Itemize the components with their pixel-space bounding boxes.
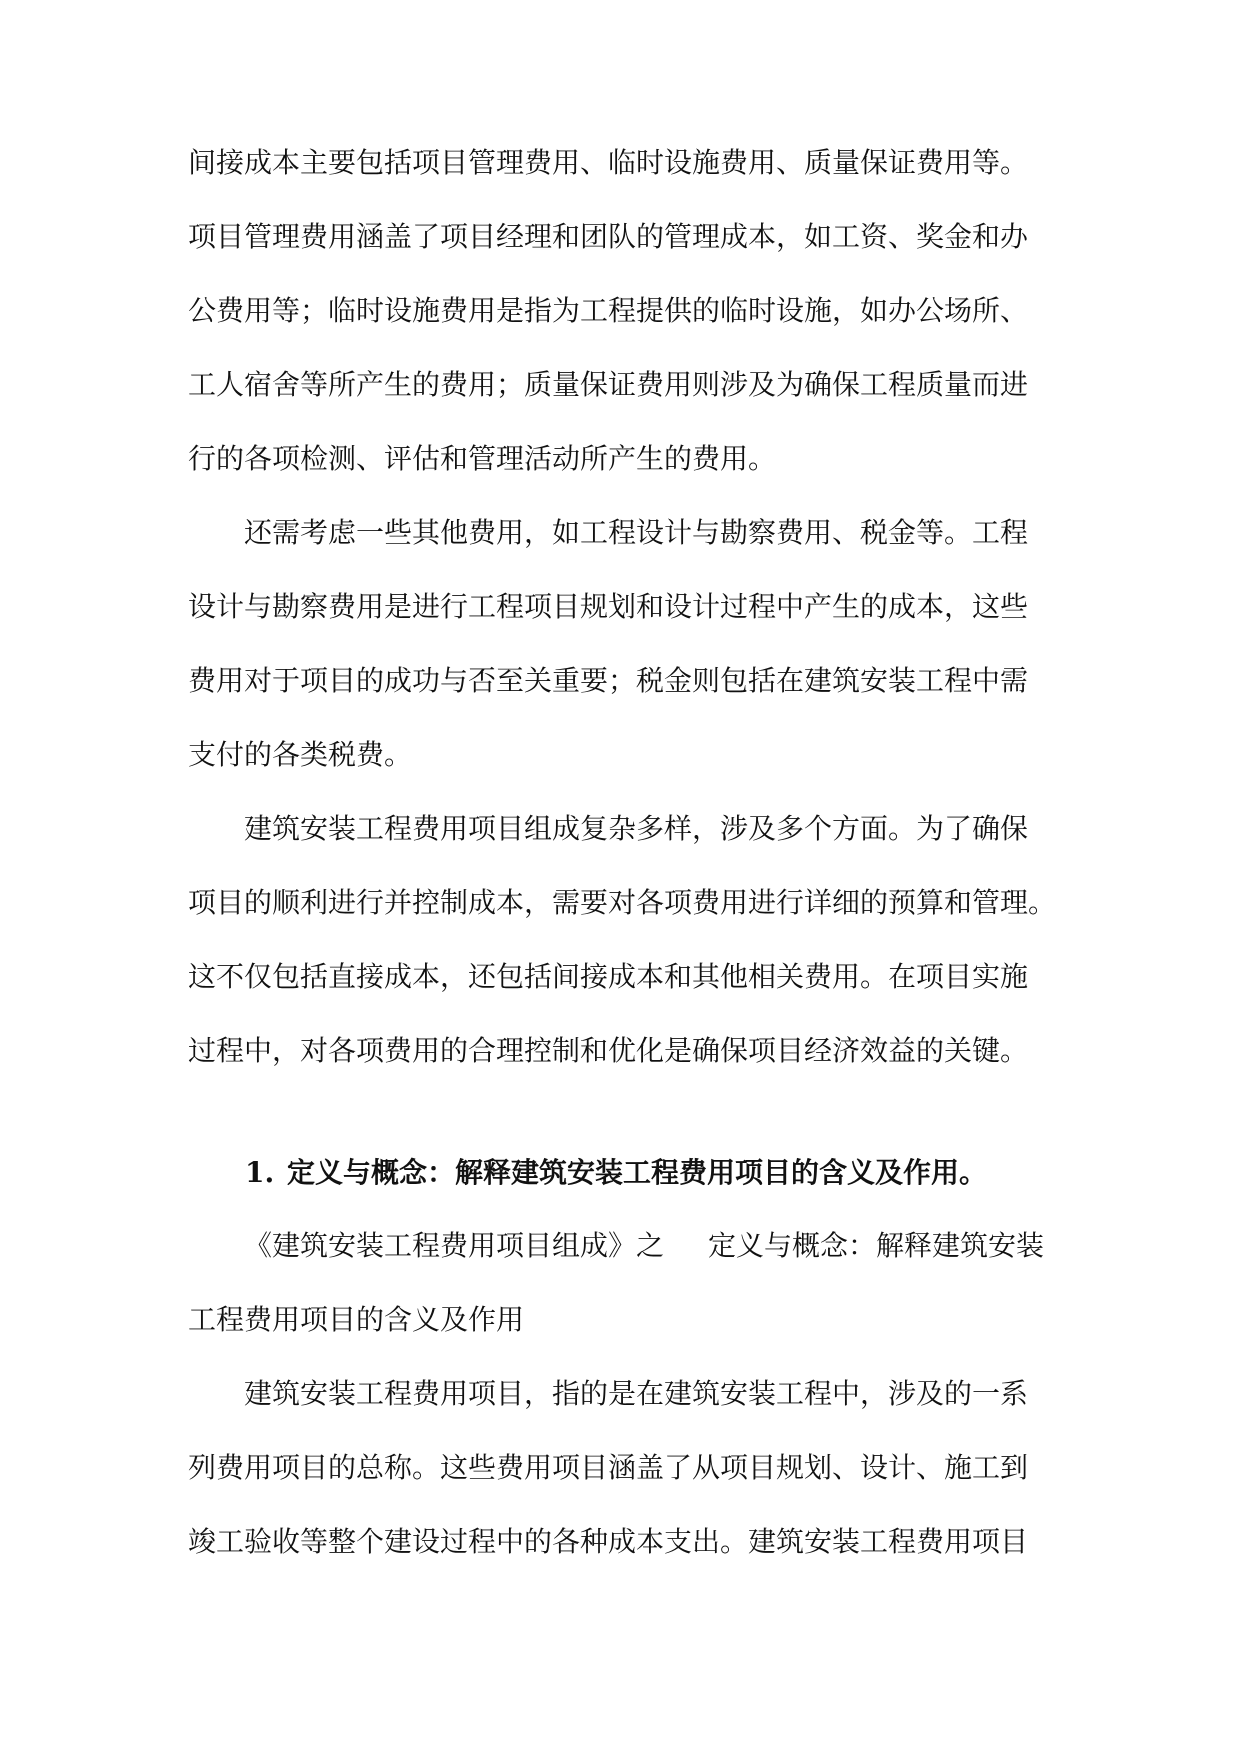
text-line: 行的各项检测、评估和管理活动所产生的费用。: [188, 442, 777, 475]
text-line: 费用对于项目的成功与否至关重要；税金则包括在建筑安装工程中需: [188, 664, 1029, 697]
paragraph-summary: [188, 810, 1058, 1069]
section-heading-text: 定义与概念：解释建筑安装工程费用项目的含义及作用。: [287, 1156, 988, 1189]
section-subtitle: [188, 1227, 1058, 1338]
text-line: 工人宿舍等所产生的费用；质量保证费用则涉及为确保工程质量而进: [188, 368, 1029, 401]
text-line: 建筑安装工程费用项目，指的是在建筑安装工程中，涉及的一系: [244, 1377, 1029, 1410]
section-heading: [188, 1154, 1058, 1191]
text-line: 过程中，对各项费用的合理控制和优化是确保项目经济效益的关键。: [188, 1034, 1029, 1067]
text-line: 列费用项目的总称。这些费用项目涵盖了从项目规划、设计、施工到: [188, 1451, 1029, 1484]
subtitle-part2: 定义与概念：解释建筑安装: [708, 1229, 1045, 1262]
subtitle-part1: 《建筑安装工程费用项目组成》之: [244, 1229, 665, 1262]
subtitle-line: 工程费用项目的含义及作用: [188, 1303, 525, 1336]
text-line: 还需考虑一些其他费用，如工程设计与勘察费用、税金等。工程: [244, 516, 1029, 549]
document-body: [188, 144, 1058, 1560]
subtitle-line: [188, 1227, 1058, 1264]
text-line: 间接成本主要包括项目管理费用、临时设施费用、质量保证费用等。: [188, 146, 1029, 179]
paragraph-other-costs: [188, 514, 1058, 773]
text-line: 支付的各类税费。: [188, 738, 413, 771]
text-line: 这不仅包括直接成本，还包括间接成本和其他相关费用。在项目实施: [188, 960, 1029, 993]
section-heading-number: 1.: [245, 1156, 275, 1189]
text-line: 公费用等；临时设施费用是指为工程提供的临时设施，如办公场所、: [188, 294, 1029, 327]
text-line: 建筑安装工程费用项目组成复杂多样，涉及多个方面。为了确保: [244, 812, 1029, 845]
text-line: 竣工验收等整个建设过程中的各种成本支出。建筑安装工程费用项目: [188, 1525, 1029, 1558]
text-line: 设计与勘察费用是进行工程项目规划和设计过程中产生的成本，这些: [188, 590, 1029, 623]
text-line: 项目的顺利进行并控制成本，需要对各项费用进行详细的预算和管理。: [188, 886, 1057, 919]
paragraph-indirect-costs: [188, 144, 1058, 477]
paragraph-definition: [188, 1375, 1058, 1560]
text-line: 项目管理费用涵盖了项目经理和团队的管理成本，如工资、奖金和办: [188, 220, 1029, 253]
